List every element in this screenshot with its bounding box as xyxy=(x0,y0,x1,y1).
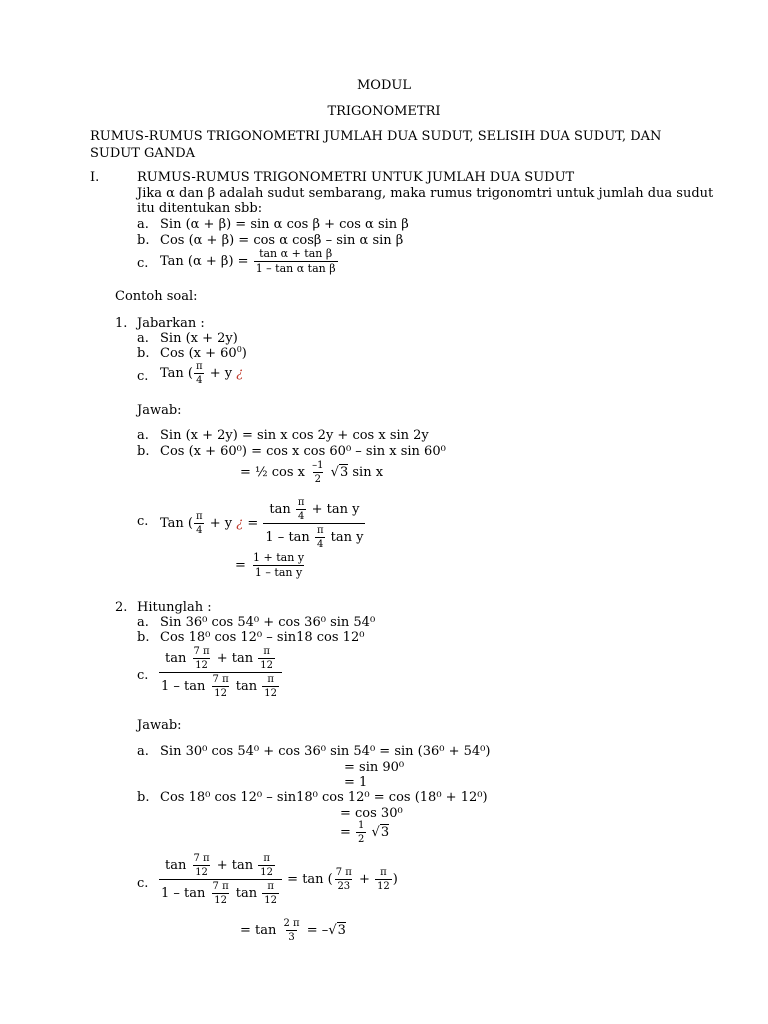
section-number: I. xyxy=(90,170,100,185)
pi-over-12: $\frac{\pi}{12}$ xyxy=(377,867,390,892)
main-heading: RUMUS-RUMUS TRIGONOMETRI JUMLAH DUA SUDUT, SELISIH DUA SUDUT, DAN SUDUT GANDA xyxy=(90,129,662,161)
fraction-numerator: tan $\frac{7 \pi}{12}$ + tan $\frac{\pi}{12}$ xyxy=(165,646,274,671)
module-title: MODUL xyxy=(357,78,411,93)
fraction-denominator: 1 – tan α tan β xyxy=(255,262,336,275)
fraction-denominator: 1 – tan $\frac{7 \pi}{12}$ tan $\frac{\pi}{12}$ xyxy=(159,672,282,699)
q2-answer-a-step2: = sin 90⁰ xyxy=(344,760,405,775)
q2-answer-a-step3: = 1 xyxy=(344,775,368,790)
q2-answer-b: Cos 18⁰ cos 12⁰ – sin18⁰ cos 12⁰ = cos (18⁰ + 12⁰) xyxy=(160,790,488,805)
neg-half-fraction: $\frac{-1}{2}$ xyxy=(312,460,324,485)
error-glyph: ¿ xyxy=(236,516,244,531)
seven-pi-over-23: $\frac{7 \pi}{23}$ xyxy=(335,867,352,892)
fraction-numerator: tan $\frac{\pi}{4}$ + tan y xyxy=(269,497,360,522)
label-a: a. xyxy=(137,217,149,232)
label-b: b. xyxy=(137,444,150,459)
q1-a: Sin (x + 2y) xyxy=(160,331,238,346)
simplified-fraction: $\frac{\text{1 + tan y}}{\text{1 – tan y}}$ xyxy=(253,551,305,579)
contoh-label: Contoh soal: xyxy=(115,289,198,304)
q1-label: Jabarkan : xyxy=(137,316,205,331)
q1-answer-b-step: = ½ cos x $\frac{-1}{2}$ √3 sin x xyxy=(240,460,384,485)
q1-number: 1. xyxy=(115,316,128,331)
pi-over-4-fraction: $\frac{\pi}{4}$ xyxy=(196,361,203,386)
label-a: a. xyxy=(137,331,149,346)
q2-label: Hitunglah : xyxy=(137,600,212,615)
q1-c: Tan ( $\frac{\pi}{4}$ + y ¿ xyxy=(160,361,244,386)
label-c: c. xyxy=(137,876,149,891)
formula-tan-fraction xyxy=(254,248,338,275)
formula-tan-sum xyxy=(160,248,339,275)
q2-answer-b-step3: = $\frac{1}{2}$ √3 xyxy=(340,820,390,845)
q2-a: Sin 36⁰ cos 54⁰ + cos 36⁰ sin 54⁰ xyxy=(160,615,376,630)
formula-sin-sum: Sin (α + β) = sin α cos β + cos α sin β xyxy=(160,217,409,232)
half-fraction: $\frac{1}{2}$ xyxy=(358,820,365,845)
section-title: RUMUS-RUMUS TRIGONOMETRI UNTUK JUMLAH DUA SUDUT xyxy=(137,170,575,185)
error-glyph: ¿ xyxy=(236,366,244,381)
fraction-denominator: 1 – tan $\frac{7 \pi}{12}$ tan $\frac{\pi}{12}$ xyxy=(159,879,282,906)
label-b: b. xyxy=(137,346,150,361)
tan-7pi-fraction xyxy=(159,853,282,906)
label-c: c. xyxy=(137,668,149,683)
fraction-numerator: tan $\frac{7 \pi}{12}$ + tan $\frac{\pi}{12}$ xyxy=(165,853,274,878)
label-a: a. xyxy=(137,428,149,443)
label-c: c. xyxy=(137,256,149,271)
label-b: b. xyxy=(137,790,150,805)
q2-c xyxy=(158,646,283,699)
q2-answer-a: Sin 30⁰ cos 54⁰ + cos 36⁰ sin 54⁰ = sin (36⁰ + 54⁰) xyxy=(160,744,491,759)
label-a: a. xyxy=(137,615,149,630)
q2-answer-b-step2: = cos 30⁰ xyxy=(340,806,403,821)
section-intro-cont: itu ditentukan sbb: xyxy=(137,201,263,216)
module-subtitle: TRIGONOMETRI xyxy=(327,104,441,119)
q2-answer-c: tan $\frac{7 \pi}{12}$ + tan $\frac{\pi}{12}$ 1 – tan $\frac{7 \pi}{12}$ tan $\frac{\pi}{12}$ = tan ( $\frac{7 \pi}{23}$ + $\frac{\pi}{12}$ ) xyxy=(161,853,398,906)
q1-answer-c-step: = $\frac{\text{1 + tan y}}{\text{1 – tan y}}$ xyxy=(235,551,305,579)
q2-answer-c-step: = tan $\frac{2 \pi}{3}$ = –√3 xyxy=(240,918,346,943)
label-b: b. xyxy=(137,233,150,248)
tan-sum-fraction xyxy=(263,497,365,550)
q1-b: Cos $(x + 60^0)$ xyxy=(160,345,247,361)
two-pi-over-3: $\frac{2 \pi}{3}$ xyxy=(283,918,300,943)
fraction-numerator: tan α + tan β xyxy=(259,247,333,260)
label-a: a. xyxy=(137,744,149,759)
tan-7pi-fraction xyxy=(159,646,282,699)
q1-answer-c: Tan ( $\frac{\pi}{4}$ + y ¿ = tan $\frac{\pi}{4}$ + tan y 1 – tan $\frac{\pi}{4}$ tan y xyxy=(160,497,364,550)
q2-number: 2. xyxy=(115,600,128,615)
label-c: c. xyxy=(137,514,149,529)
formula-cos-sum: Cos (α + β) = cos α cosβ – sin α sin β xyxy=(160,233,404,248)
q2-b: Cos 18⁰ cos 12⁰ – sin18 cos 12⁰ xyxy=(160,630,365,645)
pi-over-4-fraction: $\frac{\pi}{4}$ xyxy=(196,511,203,536)
fraction-denominator: 1 – tan $\frac{\pi}{4}$ tan y xyxy=(265,525,364,550)
label-b: b. xyxy=(137,630,150,645)
q1-answer-b: Cos (x + 60⁰) = cos x cos 60⁰ – sin x sin 60⁰ xyxy=(160,444,446,459)
q1-answer-a: Sin (x + 2y) = sin x cos 2y + cos x sin 2y xyxy=(160,428,429,443)
q2-jawab: Jawab: xyxy=(137,718,182,733)
q1-jawab: Jawab: xyxy=(137,403,182,418)
label-c: c. xyxy=(137,369,149,384)
section-intro: Jika α dan β adalah sudut sembarang, maka rumus trigonomtri untuk jumlah dua sudut xyxy=(137,186,714,201)
formula-tan-lhs: Tan (α + β) = xyxy=(160,254,249,269)
